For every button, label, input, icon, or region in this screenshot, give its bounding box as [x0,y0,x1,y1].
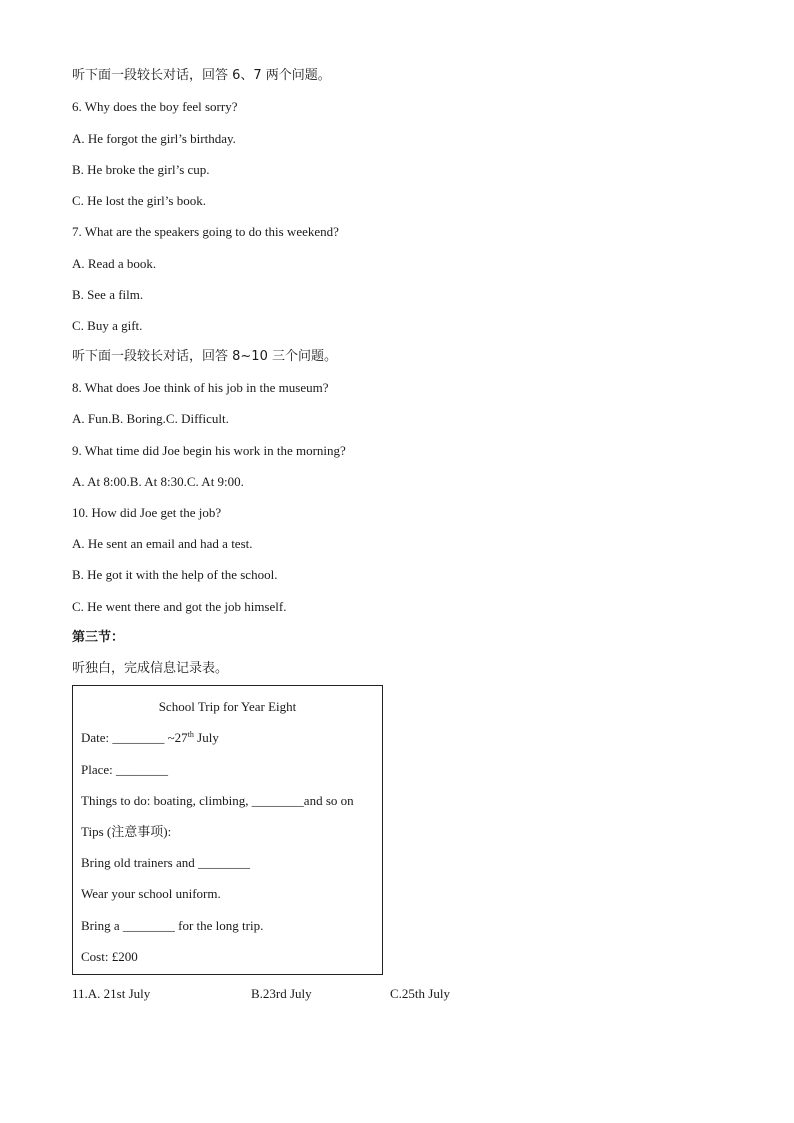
section-heading-6-7: 听下面一段较长对话，回答 6、7 两个问题。 [72,68,331,83]
q7-option-b: B. See a film. [72,287,144,302]
table-bring-item: Bring a ________ for the long trip. [81,918,264,933]
q6-option-b: B. He broke the girl’s cup. [72,162,210,177]
q7-option-c: C. Buy a gift. [72,318,143,333]
part-3-instruction: 听独白，完成信息记录表。 [72,661,229,676]
table-tips: Tips (注意事项): [81,824,172,839]
question-10: 10. How did Joe get the job? [72,505,222,520]
table-cost: Cost: £200 [81,949,138,964]
q11-option-c: C.25th July [390,986,450,1001]
q6-option-c: C. He lost the girl’s book. [72,193,206,208]
table-things-to-do: Things to do: boating, climbing, ________and so on [81,793,354,808]
q11-option-a: 11.A. 21st July [72,986,151,1001]
table-wear-uniform: Wear your school uniform. [81,886,221,901]
question-6: 6. Why does the boy feel sorry? [72,99,238,114]
table-date [81,730,219,746]
q10-option-b: B. He got it with the help of the school. [72,567,278,582]
q9-options: A. At 8:00.B. At 8:30.C. At 9:00. [72,474,244,489]
q7-option-a: A. Read a book. [72,256,157,271]
section-heading-8-10: 听下面一段较长对话，回答 8~10 三个问题。 [72,349,337,364]
q8-options: A. Fun.B. Boring.C. Difficult. [72,411,229,426]
date-suffix: July [193,730,219,745]
table-bring-trainers: Bring old trainers and ________ [81,855,250,870]
info-record-table [72,685,383,975]
table-title: School Trip for Year Eight [158,699,297,714]
q11-option-b: B.23rd July [251,986,312,1001]
question-7: 7. What are the speakers going to do this weekend? [72,224,339,239]
q6-option-a: A. He forgot the girl’s birthday. [72,131,236,146]
part-3-title: 第三节： [72,630,125,645]
table-place: Place: ________ [81,762,169,777]
date-superscript: th [187,730,194,739]
q10-option-c: C. He went there and got the job himself. [72,599,287,614]
date-prefix: Date: ________ ~27 [81,730,188,745]
q10-option-a: A. He sent an email and had a test. [72,536,253,551]
question-8: 8. What does Joe think of his job in the museum? [72,380,329,395]
question-9: 9. What time did Joe begin his work in the morning? [72,443,346,458]
